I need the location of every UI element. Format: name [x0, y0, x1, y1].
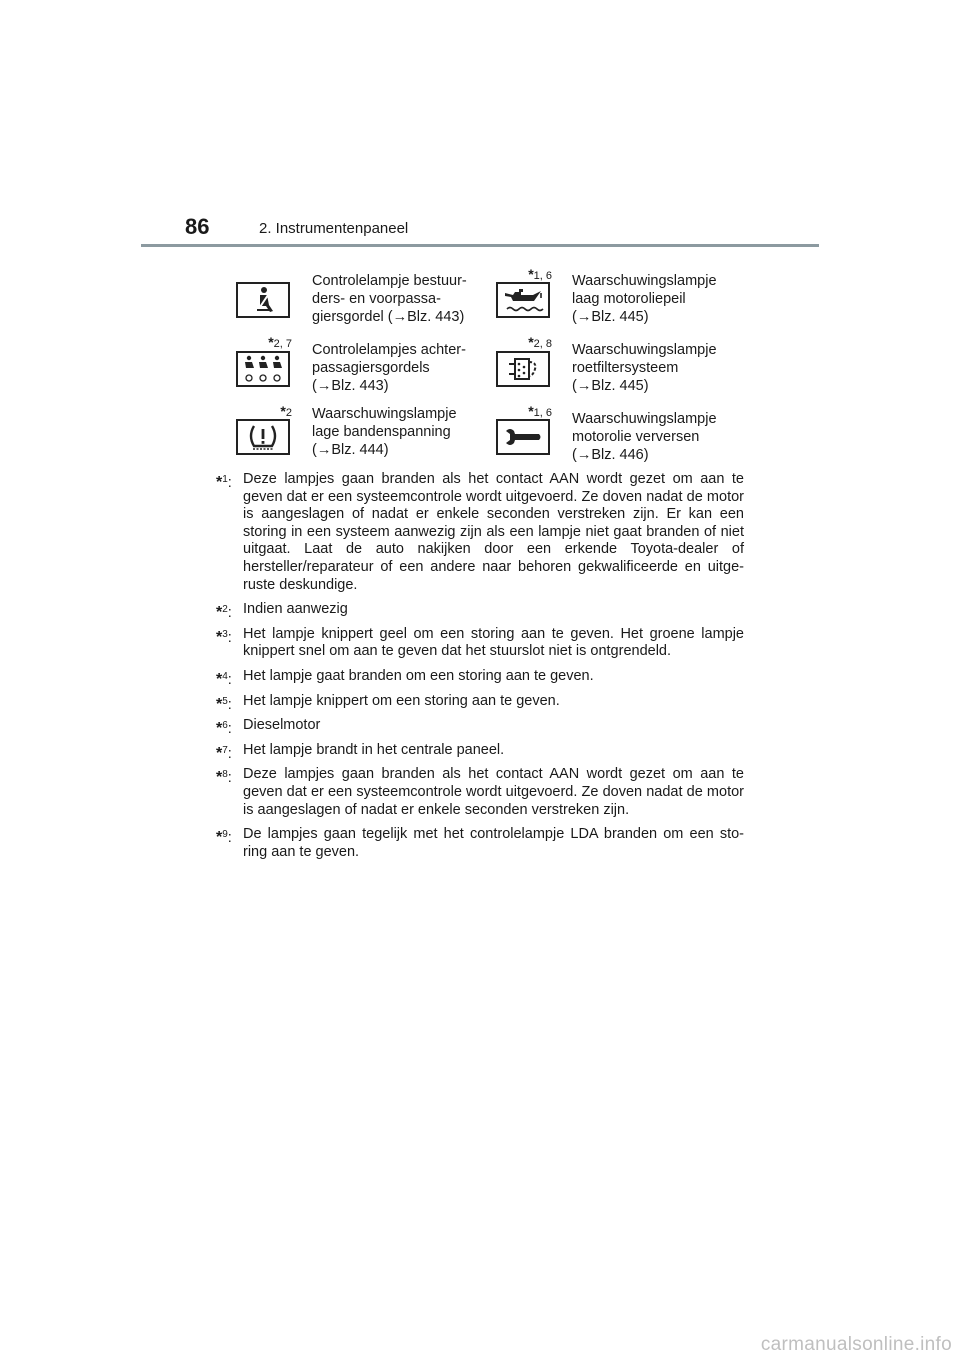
indicator-description	[572, 272, 752, 326]
footnote-text: Het lampje brandt in het centrale paneel.	[243, 741, 505, 758]
desc-line: (→Blz. 443)	[312, 378, 389, 394]
footnote-mark: *1, 6	[528, 403, 552, 419]
footnote	[216, 693, 744, 711]
tire-pressure-icon	[236, 419, 290, 455]
footnote-text: Indien aanwezig	[243, 601, 348, 618]
wrench-icon	[496, 419, 550, 455]
footnote-mark: *$^8$:	[216, 769, 232, 787]
desc-line: Controlelampjes achter-	[312, 342, 466, 358]
footnote	[216, 626, 744, 661]
indicator-description	[312, 341, 492, 395]
diesel-particulate-filter-icon	[496, 351, 550, 387]
watermark: carmanualsonline.info	[760, 1334, 952, 1355]
footnote	[216, 826, 744, 861]
footnote-mark: *$^1$:	[216, 474, 232, 491]
desc-line: Waarschuwingslampje	[312, 406, 457, 422]
footnotes	[216, 471, 744, 868]
footnote-mark: *2	[280, 403, 292, 419]
indicator-description	[312, 405, 492, 459]
desc-line: Waarschuwingslampje	[572, 342, 717, 358]
footnote-mark: *$^9$:	[216, 829, 232, 847]
desc-line: roetfiltersysteem	[572, 360, 679, 376]
indicator-description	[572, 410, 752, 464]
footnote-mark: *1, 6	[528, 266, 552, 282]
footnote	[216, 601, 744, 622]
desc-line: motorolie verversen	[572, 429, 700, 445]
footnote	[216, 766, 744, 819]
header-divider	[141, 244, 819, 247]
footnote-mark: *$^2$:	[216, 604, 232, 622]
page-number: 86	[185, 214, 210, 239]
desc-line: laag motoroliepeil	[572, 291, 686, 307]
desc-line: Waarschuwingslampje	[572, 411, 717, 427]
desc-line: Controlelampje bestuur-	[312, 273, 467, 289]
desc-line: (→Blz. 446)	[572, 447, 649, 463]
rear-seatbelts-icon	[236, 351, 290, 387]
footnote-mark: *$^3$:	[216, 628, 232, 646]
footnote	[216, 742, 744, 760]
footnote-text: Het lampje knippert om een storing aan te geven.	[243, 692, 560, 709]
indicator-description	[312, 272, 492, 326]
footnote-mark: *2, 8	[528, 334, 552, 350]
footnote-text: Dieselmotor	[243, 717, 321, 734]
footnote-text: Deze lampjes gaan branden als het contact AAN wordt gezet om aan te geven dat er een systeemcontrole wordt uitgevoerd. Ze doven nadat de motor is aangeslagen of nadat er enkele seconden verstreken zijn.	[243, 766, 744, 818]
footnote-mark: *$^7$:	[216, 744, 232, 762]
page-header	[141, 214, 819, 248]
desc-line: giersgordel (→Blz. 443)	[312, 309, 465, 325]
footnote-mark: *2, 7	[268, 334, 292, 350]
footnote-text: Het lampje knippert geel om een storing aan te geven. Het groene lampje knippert snel om aan te geven dat het stuurslot niet is ontgrendeld.	[243, 625, 744, 660]
section-title: 2. Instrumentenpaneel	[259, 220, 409, 237]
indicator-description	[572, 341, 752, 395]
desc-line: lage bandenspanning	[312, 424, 451, 440]
footnote	[216, 717, 744, 738]
desc-line: (→Blz. 444)	[312, 442, 389, 458]
footnote	[216, 668, 744, 686]
oil-level-icon	[496, 282, 550, 318]
footnote	[216, 471, 744, 594]
footnote-text: Het lampje gaat branden om een storing aan te geven.	[243, 667, 594, 684]
footnote-text: De lampjes gaan tegelijk met het controlelampje LDA branden om een sto-ring aan te geven.	[243, 826, 744, 860]
footnote-mark: *$^6$:	[216, 720, 232, 738]
seatbelt-icon	[236, 282, 290, 318]
footnote-text: Deze lampjes gaan branden als het contact AAN wordt gezet om aan te geven dat er een systeemcontrole wordt uitgevoerd. Ze doven nadat de motor is aangeslagen of nadat er enkele seconden verstreken zijn. Er kan een storing in een systeem aanwezig zijn als een lampje niet gaat branden of niet uitgaat. Laat de auto nakijken door een erkende Toyota-dealer of hersteller/reparateur of een andere naar behoren gekwalificeerde en uitge-ruste deskundige.	[243, 471, 744, 593]
desc-line: ders- en voorpassa-	[312, 291, 441, 307]
desc-line: Waarschuwingslampje	[572, 273, 717, 289]
footnote-mark: *$^4$:	[216, 670, 232, 688]
footnote-mark: *$^5$:	[216, 695, 232, 713]
desc-line: (→Blz. 445)	[572, 378, 649, 394]
desc-line: passagiersgordels	[312, 360, 430, 376]
desc-line: (→Blz. 445)	[572, 309, 649, 325]
